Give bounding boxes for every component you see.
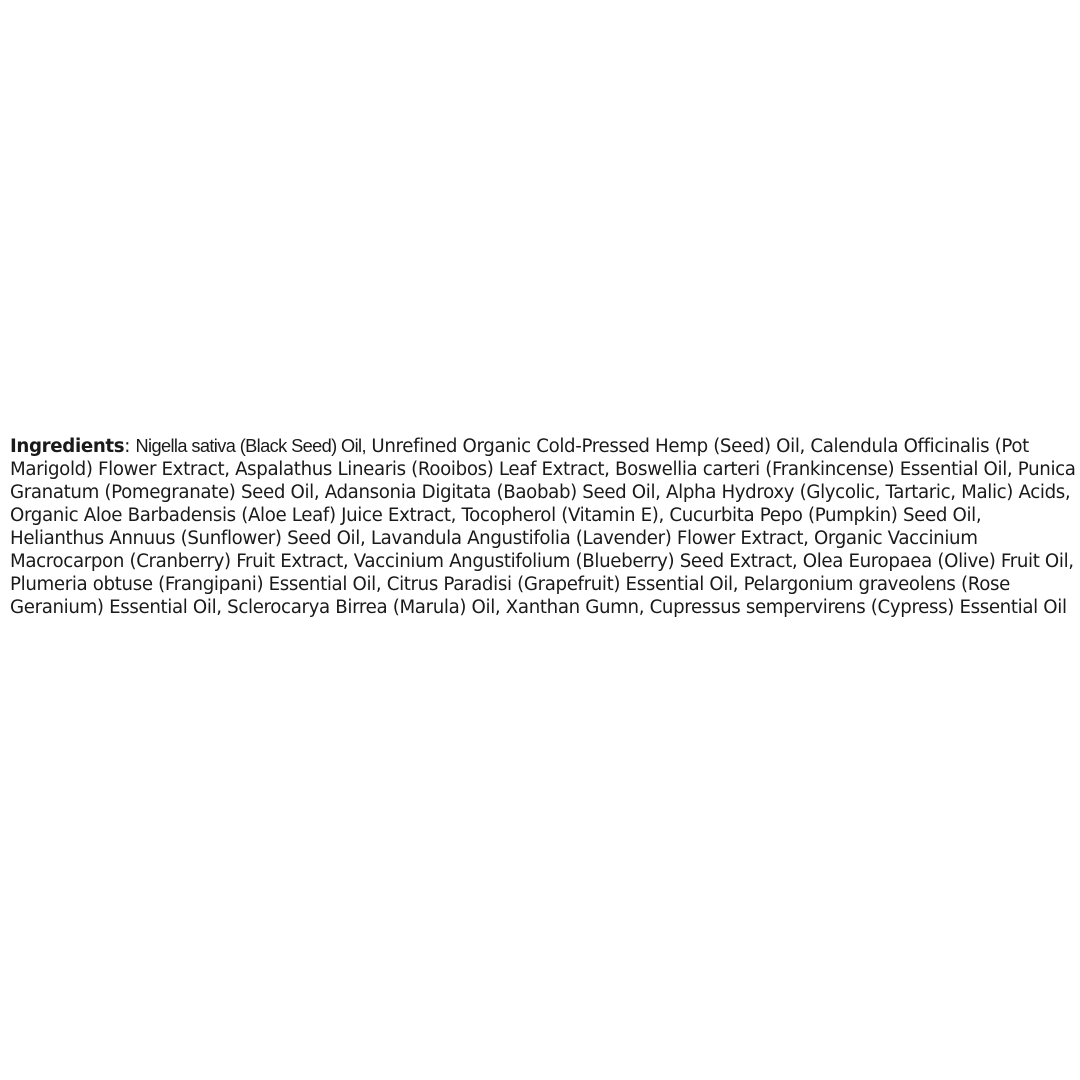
ingredients-paragraph [10,435,1076,619]
ingredients-first-item: Nigella sativa (Black Seed) Oil, [135,436,366,456]
ingredients-label: Ingredients [10,436,125,457]
ingredients-separator: : [124,436,136,457]
ingredients-text-block [10,435,1076,619]
ingredients-list: Unrefined Organic Cold-Pressed Hemp (Seed) Oil, Calendula Officinalis (Pot Marigold) Flower Extract, Aspalathus Linearis (Rooibos) Leaf Extract, Boswellia carteri (Frankincense) Essential Oil, Punica Granatum (Pomegranate) Seed Oil, Adansonia Digitata (Baobab) Seed Oil, Alpha Hydroxy (Glycolic, Tartaric, Malic) Acids, Organic Aloe Barbadensis (Aloe Leaf) Juice Extract, Tocopherol (Vitamin E), Cucurbita Pepo (Pumpkin) Seed Oil, Helianthus Annuus (Sunflower) Seed Oil, Lavandula Angustifolia (Lavender) Flower Extract, Organic Vaccinium Macrocarpon (Cranberry) Fruit Extract, Vaccinium Angustifolium (Blueberry) Seed Extract, Olea Europaea (Olive) Fruit Oil, Plumeria obtuse (Frangipani) Essential Oil, Citrus Paradisi (Grapefruit) Essential Oil, Pelargonium graveolens (Rose Geranium) Essential Oil, Sclerocarya Birrea (Marula) Oil, Xanthan Gumn, Cupressus sempervirens (Cypress) Essential Oil [10,436,1076,618]
